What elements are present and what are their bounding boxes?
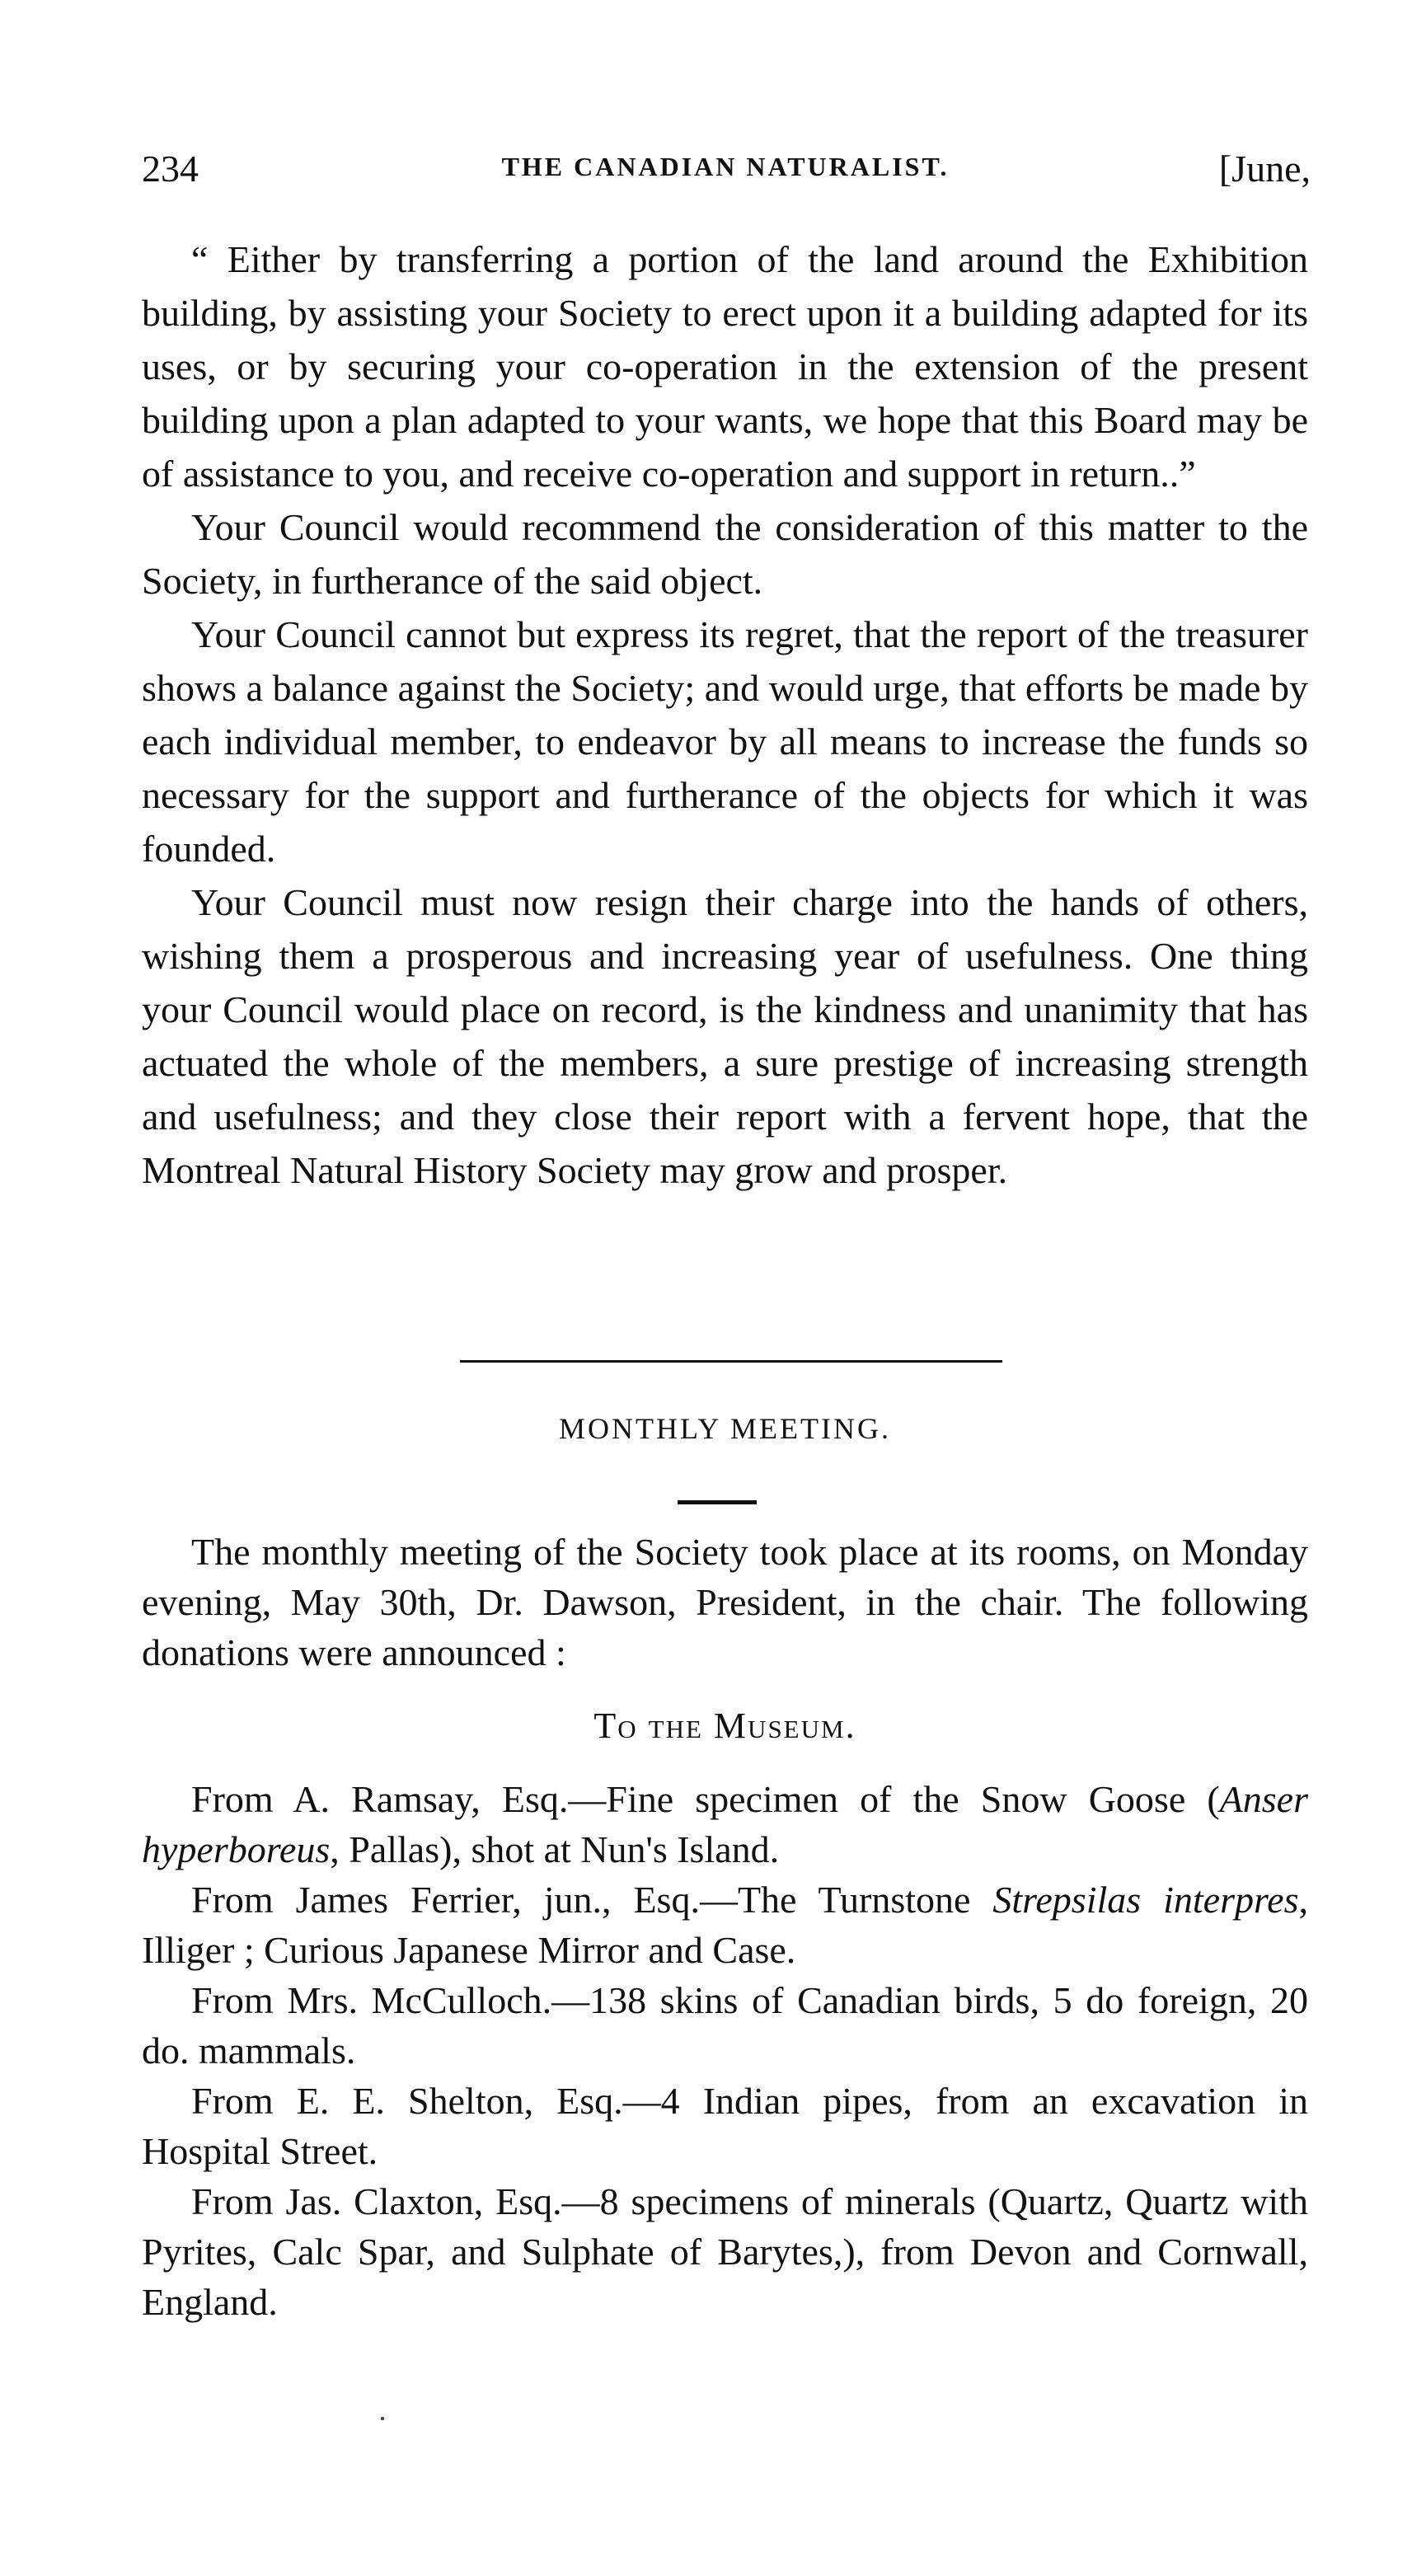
donation-entry (142, 2176, 1308, 2327)
meeting-text (142, 1527, 1308, 2327)
page-number: 234 (142, 148, 199, 190)
section-divider (460, 1360, 1002, 1363)
report-paragraph: Your Council would recommend the consideration of this matter to the Society, in furtherance of the said object. (142, 506, 1308, 602)
donation-entry (142, 1975, 1308, 2076)
donation-text: , Pallas), shot at Nun's Island. (330, 1828, 780, 1870)
meeting-intro: The monthly meeting of the Society took place at its rooms, on Monday evening, May 30th, Dr. Dawson, President, in the chair. The following donations were announced : (142, 1531, 1308, 1673)
museum-subheading: To the Museum. (593, 1706, 856, 1746)
donation-text: , Illiger ; Curious Japanese Mirror and Case. (142, 1879, 1308, 1971)
issue-month: [June, (1218, 148, 1311, 190)
council-report-text (142, 232, 1308, 1197)
donation-entry (142, 1875, 1308, 1975)
report-paragraph: Your Council cannot but express its regret, that the report of the treasurer shows a balance against the Society; and would urge, that efforts be made by each individual member, to endeavor by all means to increase the funds so necessary for the support and furtherance of the objects for which it was founded. (142, 613, 1308, 870)
donation-entry (142, 2076, 1308, 2176)
running-header (140, 147, 1311, 213)
donation-entry (142, 1774, 1308, 1875)
donation-text: From E. E. Shelton, Esq.—4 Indian pipes, from an excavation in Hospital Street. (142, 2080, 1308, 2172)
journal-title: THE CANADIAN NATURALIST. (501, 152, 950, 181)
species-name: Anser hyperboreus (142, 1778, 1308, 1870)
species-name: Strepsilas interpres (992, 1879, 1299, 1921)
donation-text: From Mrs. McCulloch.—138 skins of Canadian birds, 5 do foreign, 20 do. mammals. (142, 1979, 1308, 2072)
section-heading: MONTHLY MEETING. (558, 1412, 891, 1445)
print-speck (381, 2417, 384, 2420)
donation-text: From James Ferrier, jun., Esq.—The Turnstone (191, 1879, 993, 1921)
report-paragraph: “ Either by transferring a portion of the land around the Exhibition building, by assisting your Society to erect upon it a building adapted for its uses, or by securing your co-operation in the extension of the present building upon a plan adapted to your wants, we hope that this Board may be of assistance to you, and receive co-operation and support in return..” (142, 238, 1308, 495)
report-paragraph: Your Council must now resign their charge into the hands of others, wishing them a prosperous and increasing year of usefulness. One thing your Council would place on record, is the kindness and unanimity that has actuated the whole of the members, a sure prestige of increasing strength and usefulness; and they close their report with a fervent hope, that the Montreal Natural History Society may grow and prosper. (142, 881, 1308, 1191)
heading-rule (678, 1500, 757, 1504)
donation-text: From Jas. Claxton, Esq.—8 specimens of minerals (Quartz, Quartz with Pyrites, Calc Spar, and Sulphate of Barytes,), from Devon and Cornwall, England. (142, 2180, 1308, 2323)
donation-text: From A. Ramsay, Esq.—Fine specimen of the Snow Goose ( (191, 1778, 1220, 1820)
